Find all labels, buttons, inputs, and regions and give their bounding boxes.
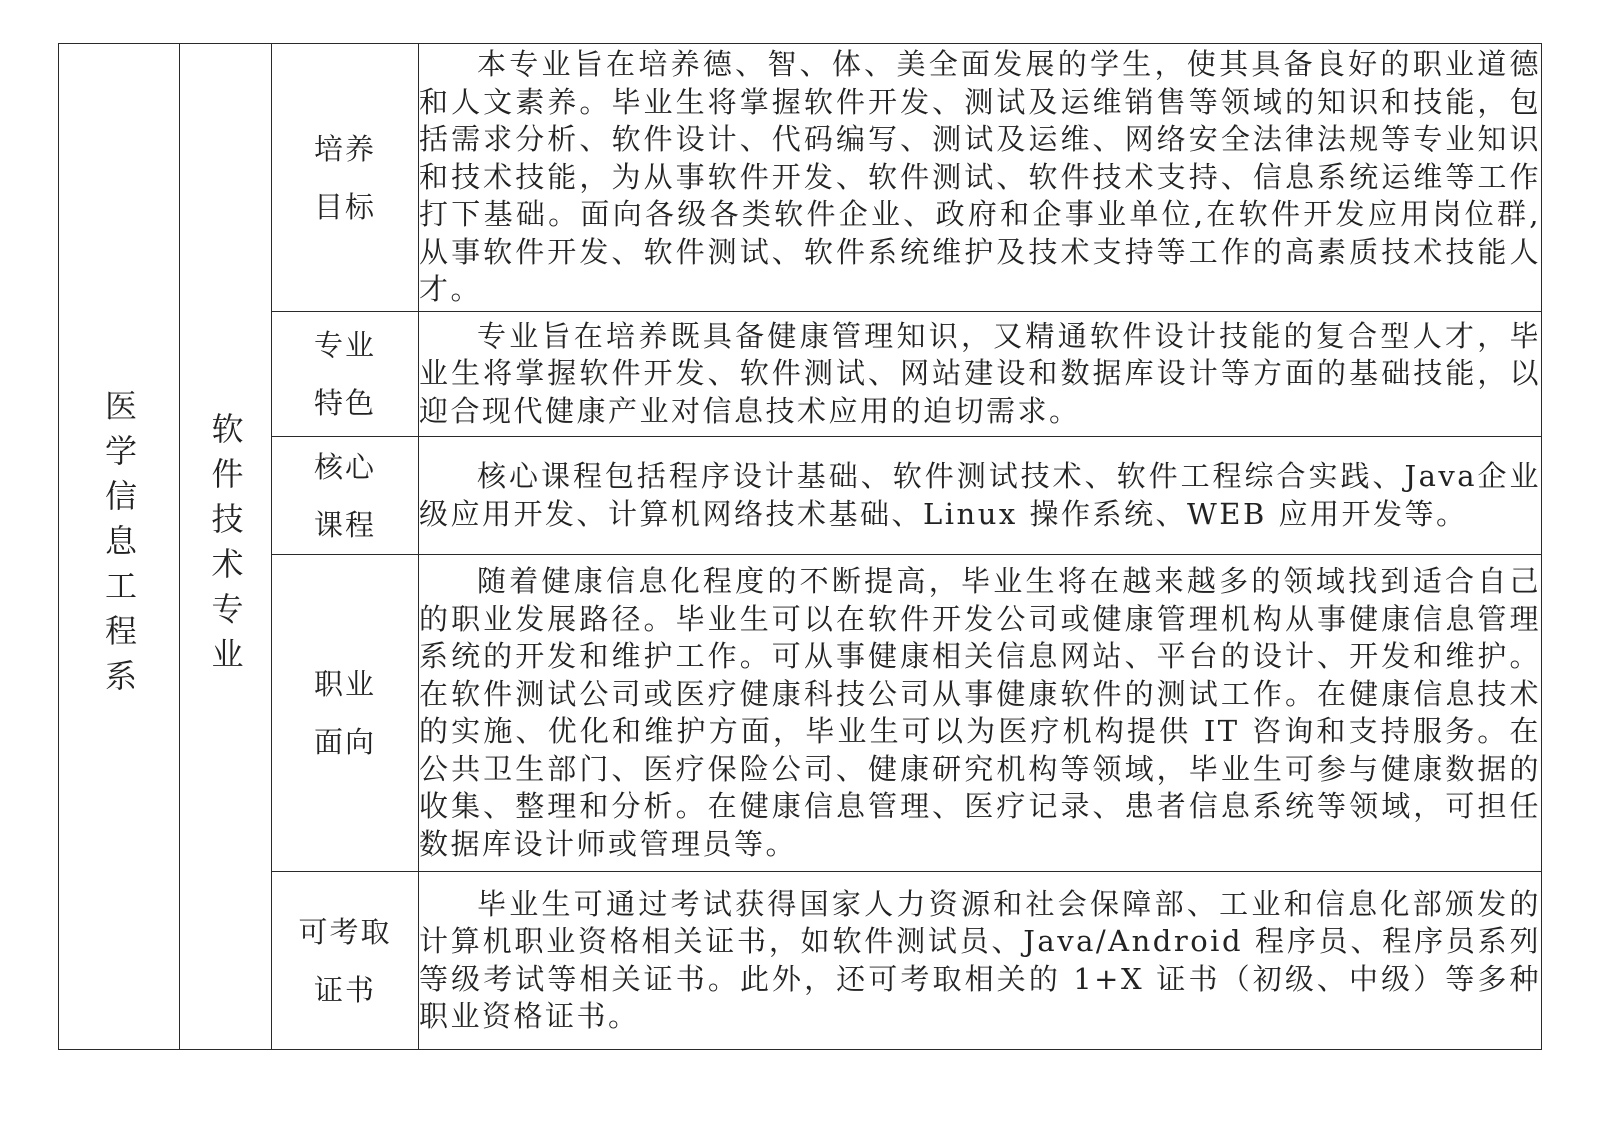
row-content-text: 专业旨在培养既具备健康管理知识，又精通软件设计技能的复合型人才，毕业生将掌握软件开发、软件测试、网站建设和数据库设计等方面的基础技能，以迎合现代健康产业对信息技术应用的迫切需求。 <box>419 318 1541 428</box>
major-name: 软件技术专业 <box>206 411 245 682</box>
row-label-line2: 目标 <box>313 189 376 224</box>
department-name: 医学信息工程系 <box>100 389 138 704</box>
row-label-line2: 特色 <box>313 386 376 420</box>
table-row-core-courses <box>59 437 1542 555</box>
table-row-major-features <box>59 312 1542 437</box>
row-label-line1: 职业 <box>313 667 376 701</box>
row-content-text: 本专业旨在培养德、智、体、美全面发展的学生，使其具备良好的职业道德和人文素养。毕业生将掌握软件开发、测试及运维销售等领域的知识和技能，包括需求分析、软件设计、代码编写、测试及运维、网络安全法律法规等专业知识和技术技能，为从事软件开发、软件测试、软件技术支持、信息系统运维等工作打下基础。面向各级各类软件企业、政府和企事业单位,在软件开发应用岗位群,从事软件开发、软件测试、软件系统维护及技术支持等工作的高素质技术技能人才。 <box>419 47 1541 307</box>
row-content-certificates <box>419 872 1542 1050</box>
row-label-training-goal <box>272 44 419 312</box>
table-row-training-goal <box>59 44 1542 312</box>
row-label-line1: 可考取 <box>298 914 392 949</box>
department-cell <box>59 44 180 1050</box>
program-info-table <box>58 43 1542 1050</box>
row-content-core-courses <box>419 437 1542 555</box>
row-content-career-orientation <box>419 555 1542 872</box>
row-label-certificates <box>272 872 419 1050</box>
row-label-line1: 培养 <box>313 131 376 166</box>
table-row-certificates <box>59 872 1542 1050</box>
row-content-training-goal <box>419 44 1542 312</box>
major-cell <box>180 44 272 1050</box>
row-content-major-features <box>419 312 1542 437</box>
row-label-line2: 课程 <box>313 507 376 542</box>
row-label-core-courses <box>272 437 419 555</box>
row-label-line2: 面向 <box>313 725 376 759</box>
row-content-text: 核心课程包括程序设计基础、软件测试技术、软件工程综合实践、Java企业级应用开发、计算机网络技术基础、Linux 操作系统、WEB 应用开发等。 <box>419 459 1541 531</box>
row-label-line1: 核心 <box>313 449 376 484</box>
row-content-text: 随着健康信息化程度的不断提高，毕业生将在越来越多的领域找到适合自己的职业发展路径。毕业生可以在软件开发公司或健康管理机构从事健康信息管理系统的开发和维护工作。可从事健康相关信息网站、平台的设计、开发和维护。在软件测试公司或医疗健康科技公司从事健康软件的测试工作。在健康信息技术的实施、优化和维护方面，毕业生可以为医疗机构提供 IT 咨询和支持服务。在公共卫生部门、医疗保险公司、健康研究机构等领域，毕业生可参与健康数据的收集、整理和分析。在健康信息管理、医疗记录、患者信息系统等领域，可担任数据库设计师或管理员等。 <box>419 564 1541 861</box>
row-label-major-features <box>272 312 419 437</box>
row-label-line2: 证书 <box>313 972 376 1007</box>
row-label-line1: 专业 <box>313 328 376 362</box>
row-label-career-orientation <box>272 555 419 872</box>
table-row-career-orientation <box>59 555 1542 872</box>
row-content-text: 毕业生可通过考试获得国家人力资源和社会保障部、工业和信息化部颁发的计算机职业资格相关证书，如软件测试员、Java/Android 程序员、程序员系列等级考试等相关证书。此外，还可考取相关的 1+X 证书（初级、中级）等多种职业资格证书。 <box>419 886 1541 1033</box>
